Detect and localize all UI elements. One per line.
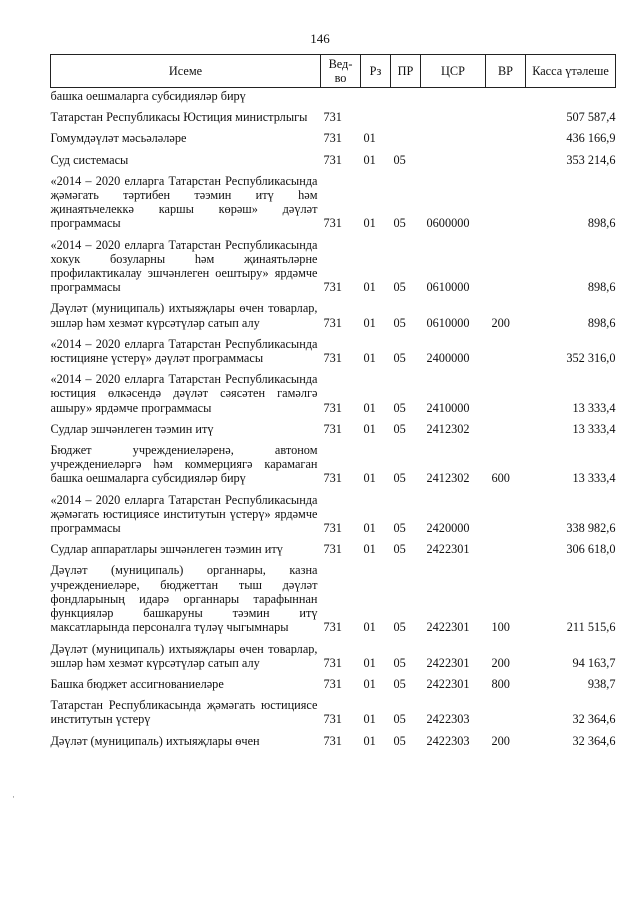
cell-kassa: 436 166,9 (566, 131, 616, 146)
cell-pr (391, 124, 421, 145)
cell-vr: 200 (491, 733, 510, 748)
table-row (51, 88, 616, 104)
cell-pr: 05 (393, 421, 406, 436)
cell-kassa: 938,7 (587, 676, 616, 691)
cell-pr (391, 103, 421, 124)
cell-rz: 01 (363, 733, 376, 748)
cell-name: Судлар эшчәнлеген тәэмин итү (50, 421, 214, 436)
cell-ved: 731 (323, 400, 342, 415)
cell-name: башка оешмаларга субсидияләр бирү (50, 89, 246, 103)
cell-rz: 01 (363, 421, 376, 436)
cell-rz: 01 (363, 351, 376, 366)
table-row (51, 556, 616, 634)
cell-kassa: 507 587,4 (566, 110, 616, 125)
cell-csr: 2422301 (426, 542, 470, 557)
cell-name: Дәүләт (муниципаль) ихтыяҗлары өчен товарлар, эшләр һәм хезмәт күрсәтүләр сатып алу (50, 641, 318, 670)
table-body (51, 88, 616, 748)
cell-vr (486, 88, 526, 104)
header-rz: Рз (361, 55, 391, 88)
budget-table (50, 54, 616, 748)
table-row (51, 365, 616, 415)
cell-pr: 05 (393, 620, 406, 635)
cell-name: «2014 – 2020 елларга Татарстан Республикасында җәмәгать юстициясе институтын үстерү» ярдәмче программасы (50, 492, 318, 536)
cell-name: «2014 – 2020 елларга Татарстан Республикасында җәмәгать тәртибен тәэмин итү һәм җинаятьчелеккә каршы көрәш» дәүләт программасы (50, 173, 318, 231)
margin-mark: · (12, 792, 15, 802)
table-row (51, 436, 616, 486)
header-kassa: Касса үтәлеше (526, 55, 616, 88)
cell-kassa (526, 88, 616, 104)
table-row (51, 330, 616, 365)
cell-csr (421, 146, 486, 167)
cell-pr: 05 (393, 471, 406, 486)
table-row (51, 486, 616, 536)
cell-kassa: 211 515,6 (566, 620, 616, 635)
table-row (51, 635, 616, 670)
cell-name: Татарстан Республикасы Юстиция министрлыгы (50, 110, 308, 125)
cell-kassa: 898,6 (587, 315, 616, 330)
cell-pr: 05 (393, 521, 406, 536)
cell-pr: 05 (393, 712, 406, 727)
cell-kassa: 306 618,0 (566, 542, 616, 557)
cell-vr (486, 691, 526, 726)
cell-kassa: 13 333,4 (572, 471, 616, 486)
cell-rz: 01 (363, 655, 376, 670)
cell-vr (486, 103, 526, 124)
header-name: Исеме (51, 55, 321, 88)
cell-name: Гомумдәүләт мәсьәләләре (50, 131, 187, 146)
cell-vr (486, 535, 526, 556)
table-row (51, 535, 616, 556)
cell-csr (421, 103, 486, 124)
cell-rz: 01 (363, 542, 376, 557)
cell-kassa: 32 364,6 (572, 733, 616, 748)
cell-ved: 731 (323, 131, 342, 146)
cell-kassa: 898,6 (587, 216, 616, 231)
cell-rz (361, 88, 391, 104)
page-number: 146 (310, 31, 330, 46)
cell-kassa: 13 333,4 (572, 421, 616, 436)
cell-pr (391, 88, 421, 104)
cell-kassa: 32 364,6 (572, 712, 616, 727)
table-row (51, 167, 616, 231)
cell-csr (421, 124, 486, 145)
cell-vr: 800 (491, 676, 510, 691)
header-ved: Вед-во (321, 55, 361, 88)
cell-name: Дәүләт (муниципаль) органнары, казна учреждениеләре, бюджеттан тыш дәүләт фондларының идарә органнары тарафыннан функцияләр башкаруны тәэмин итү максатларында персоналга түләү чыгымнары (50, 563, 318, 635)
cell-vr (486, 415, 526, 436)
table-row (51, 294, 616, 329)
cell-rz: 01 (363, 620, 376, 635)
cell-kassa: 898,6 (587, 280, 616, 295)
cell-csr: 2400000 (426, 351, 470, 366)
cell-ved: 731 (323, 521, 342, 536)
table-header (51, 55, 616, 88)
cell-ved: 731 (323, 110, 342, 125)
cell-vr (486, 124, 526, 145)
cell-name: «2014 – 2020 елларга Татарстан Республикасында юстиция өлкәсендә дәүләт сәясәтен гамәлгә ашыру» ярдәмче программасы (50, 372, 318, 415)
cell-kassa: 338 982,6 (566, 521, 616, 536)
cell-rz: 01 (363, 152, 376, 167)
cell-pr: 05 (393, 676, 406, 691)
header-pr: ПР (391, 55, 421, 88)
table-row (51, 146, 616, 167)
cell-ved: 731 (323, 280, 342, 295)
cell-name: Дәүләт (муниципаль) ихтыяҗлары өчен (50, 733, 260, 748)
cell-csr: 2422301 (426, 655, 470, 670)
cell-ved: 731 (323, 655, 342, 670)
cell-csr: 2420000 (426, 521, 470, 536)
cell-pr: 05 (393, 733, 406, 748)
cell-csr: 0610000 (426, 315, 470, 330)
cell-pr: 05 (393, 542, 406, 557)
cell-pr: 05 (393, 315, 406, 330)
cell-ved: 731 (323, 421, 342, 436)
cell-ved: 731 (323, 676, 342, 691)
cell-ved: 731 (323, 315, 342, 330)
cell-vr (486, 365, 526, 415)
cell-ved: 731 (323, 620, 342, 635)
cell-rz: 01 (363, 676, 376, 691)
cell-ved: 731 (323, 351, 342, 366)
table-row (51, 103, 616, 124)
cell-csr: 0600000 (426, 216, 470, 231)
cell-kassa: 353 214,6 (566, 152, 616, 167)
cell-rz: 01 (363, 216, 376, 231)
header-vr: ВР (486, 55, 526, 88)
cell-kassa: 352 316,0 (566, 351, 616, 366)
table-row (51, 231, 616, 295)
cell-vr (486, 231, 526, 295)
cell-ved: 731 (323, 471, 342, 486)
cell-rz (361, 103, 391, 124)
cell-ved: 731 (323, 712, 342, 727)
table-row (51, 670, 616, 691)
cell-pr: 05 (393, 216, 406, 231)
cell-ved: 731 (323, 733, 342, 748)
cell-name: Судлар аппаратлары эшчәнлеген тәэмин итү (50, 542, 283, 557)
cell-name: «2014 – 2020 елларга Татарстан Республикасында хокук бозуларны һәм җинаятьләрне профилактикалау эшчәнлеген оештыру» ярдәмче программасы (50, 237, 318, 295)
cell-name: «2014 – 2020 елларга Татарстан Республикасында юстицияне үстерү» дәүләт программасы (50, 336, 318, 366)
cell-vr: 100 (491, 620, 510, 635)
cell-name: Дәүләт (муниципаль) ихтыяҗлары өчен товарлар, эшләр һәм хезмәт күрсәтүләр сатып алу (50, 301, 318, 330)
table-row (51, 415, 616, 436)
cell-kassa: 13 333,4 (572, 400, 616, 415)
table-row (51, 691, 616, 726)
cell-ved: 731 (323, 152, 342, 167)
table-row (51, 727, 616, 748)
cell-name: Татарстан Республикасында җәмәгать юстициясе институтын үстерү (50, 698, 318, 727)
cell-csr (421, 88, 486, 104)
cell-rz: 01 (363, 712, 376, 727)
cell-csr: 2422301 (426, 620, 470, 635)
cell-rz: 01 (363, 280, 376, 295)
cell-csr: 2412302 (426, 471, 470, 486)
cell-vr (486, 146, 526, 167)
cell-pr: 05 (393, 280, 406, 295)
cell-csr: 2422303 (426, 712, 470, 727)
cell-name: Бюджет учреждениеләренә, автоном учреждениеләргә һәм коммерциягә карамаган башка оешмаларга субсидияләр бирү (50, 443, 318, 486)
cell-name: Башка бюджет ассигнованиеләре (50, 676, 224, 691)
cell-vr: 600 (491, 471, 510, 486)
cell-name: Суд системасы (50, 152, 129, 167)
cell-rz: 01 (363, 131, 376, 146)
cell-pr: 05 (393, 152, 406, 167)
cell-vr (486, 167, 526, 231)
cell-kassa: 94 163,7 (572, 655, 616, 670)
header-csr: ЦСР (421, 55, 486, 88)
cell-csr: 2422303 (426, 733, 470, 748)
cell-pr: 05 (393, 655, 406, 670)
cell-vr (486, 486, 526, 536)
cell-vr: 200 (491, 655, 510, 670)
cell-ved: 731 (323, 216, 342, 231)
table-row (51, 124, 616, 145)
cell-csr: 0610000 (426, 280, 470, 295)
cell-pr: 05 (393, 400, 406, 415)
cell-rz: 01 (363, 315, 376, 330)
cell-ved (321, 88, 361, 104)
cell-ved: 731 (323, 542, 342, 557)
cell-rz: 01 (363, 471, 376, 486)
cell-rz: 01 (363, 521, 376, 536)
cell-csr: 2422301 (426, 676, 470, 691)
cell-pr: 05 (393, 351, 406, 366)
cell-csr: 2410000 (426, 400, 470, 415)
cell-rz: 01 (363, 400, 376, 415)
cell-vr: 200 (491, 315, 510, 330)
cell-vr (486, 330, 526, 365)
cell-csr: 2412302 (426, 421, 470, 436)
